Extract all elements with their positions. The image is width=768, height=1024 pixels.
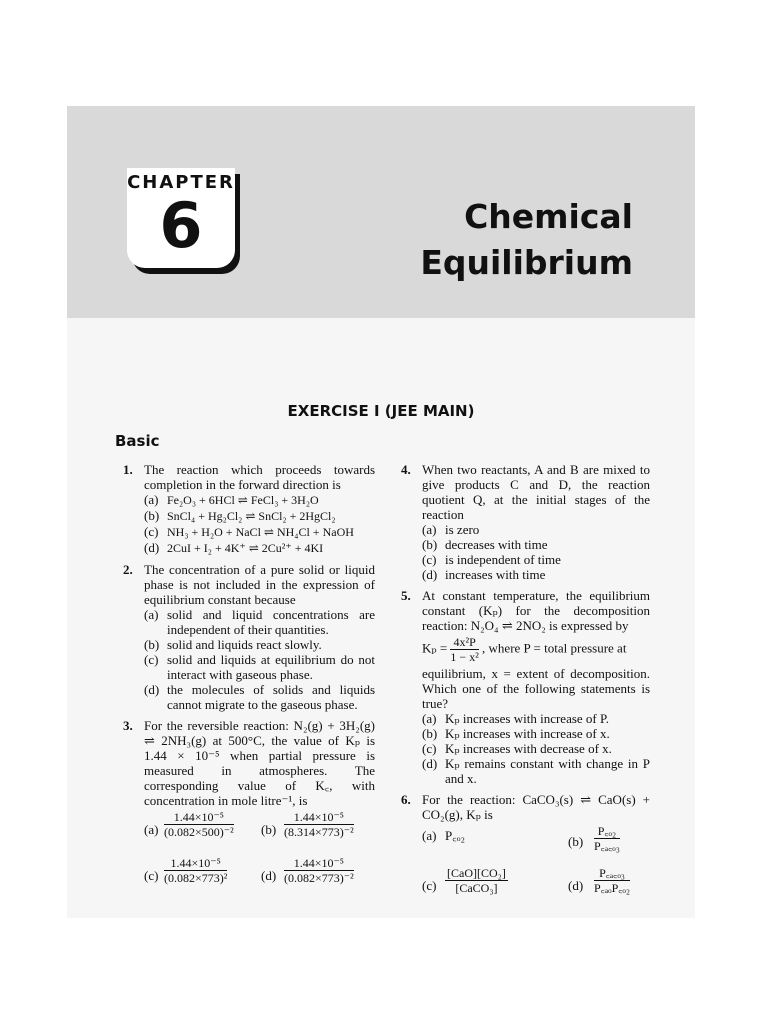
- option-label: (a): [144, 822, 159, 837]
- question-stem: At constant temperature, the equilibrium constant (Kₚ) for the decomposition reaction: N₂O₄ ⇌ 2NO₂ is expressed by: [422, 588, 650, 633]
- option-label: (b): [568, 834, 584, 849]
- option-c: [144, 524, 375, 540]
- option-label: (a): [422, 711, 437, 726]
- question-stem: For the reaction: CaCO₃(s) ⇌ CaO(s) + CO₂(g), Kₚ is: [422, 792, 650, 822]
- question-stem-continued: equilibrium, x = extent of decomposition. Which one of the following statements is true?: [422, 666, 650, 711]
- option-row-ab: [144, 810, 375, 854]
- option-label: (d): [144, 682, 160, 697]
- option-label: (b): [261, 822, 277, 837]
- kp-formula: [422, 635, 650, 664]
- question-stem: The concentration of a pure solid or liquid phase is not included in the expression of equilibrium constant because: [144, 562, 375, 607]
- option-label: (d): [568, 878, 584, 893]
- option-d: [144, 682, 375, 712]
- option-label: (b): [144, 508, 160, 523]
- question-number: 3.: [123, 718, 133, 733]
- question-stem: For the reversible reaction: N₂(g) + 3H₂(g) ⇌ 2NH₃(g) at 500°C, the value of Kₚ is 1.44 × 10⁻⁵ when partial pressure is measured in atmospheres. The corresponding value of K꜀, with concentration in mole litre⁻¹, is: [144, 718, 375, 808]
- option-text: SnCl₄ + Hg₂Cl₂ ⇌ SnCl₂ + 2HgCl₂: [167, 509, 336, 523]
- option-text: is independent of time: [445, 552, 561, 567]
- option-row-ab: [422, 824, 650, 864]
- option-label: (c): [144, 524, 159, 539]
- fraction-numerator: 1.44×10⁻⁵: [164, 810, 234, 825]
- option-d-fraction: [284, 856, 354, 885]
- option-a: [422, 711, 650, 726]
- option-text: NH₃ + H₂O + NaCl ⇌ NH₄Cl + NaOH: [167, 525, 354, 539]
- question-5: [397, 588, 650, 786]
- option-b: [144, 508, 375, 524]
- left-column: [119, 462, 375, 906]
- option-c: [144, 652, 375, 682]
- chapter-badge: [127, 168, 235, 268]
- question-number: 1.: [123, 462, 133, 477]
- question-number: 4.: [401, 462, 411, 477]
- chapter-title-line1: Chemical: [464, 197, 633, 236]
- right-column: [397, 462, 650, 912]
- formula-fraction: [450, 635, 478, 664]
- question-3: [119, 718, 375, 900]
- fraction-numerator: 1.44×10⁻⁵: [284, 856, 354, 871]
- option-label: (d): [144, 540, 160, 555]
- option-d: [144, 540, 375, 556]
- option-text: the molecules of solids and liquids cannot migrate to the gaseous phase.: [167, 682, 375, 712]
- fraction-denominator: (0.082×773)⁻²: [284, 871, 354, 885]
- option-label: (d): [261, 868, 277, 883]
- option-a-text: P꜀ₒ₂: [445, 828, 466, 843]
- book-page: [67, 106, 695, 918]
- question-stem: The reaction which proceeds towards completion in the forward direction is: [144, 462, 375, 492]
- option-d: [422, 756, 650, 786]
- question-number: 5.: [401, 588, 411, 603]
- option-text: solid and liquids react slowly.: [167, 637, 322, 652]
- question-stem: When two reactants, A and B are mixed to give products C and D, the reaction quotient Q, at the initial stages of the reaction: [422, 462, 650, 522]
- option-label: (c): [144, 868, 159, 883]
- option-a: [144, 492, 375, 508]
- fraction-denominator: 1 − x²: [450, 650, 479, 664]
- fraction-numerator: P꜀ₒ₂: [594, 824, 620, 839]
- option-label: (c): [144, 652, 159, 667]
- option-text: 2CuI + I₂ + 4K⁺ ⇌ 2Cu²⁺ + 4KI: [167, 541, 324, 555]
- chapter-title-line2: Equilibrium: [420, 243, 633, 282]
- option-a: [144, 607, 375, 637]
- chapter-title: [420, 194, 633, 286]
- option-c-fraction: [164, 856, 227, 885]
- fraction-denominator: (0.082×773)²: [164, 871, 228, 885]
- option-text: decreases with time: [445, 537, 548, 552]
- section-heading: Basic: [115, 432, 160, 450]
- option-a-fraction: [164, 810, 234, 839]
- option-text: Kₚ increases with increase of P.: [445, 711, 610, 726]
- formula-rhs: , where P = total pressure at: [482, 640, 627, 656]
- option-c: [422, 552, 650, 567]
- fraction-denominator: [CaCO₃]: [455, 881, 498, 895]
- fraction-numerator: 4x²P: [450, 635, 478, 650]
- fraction-numerator: [CaO][CO₂]: [447, 866, 506, 880]
- option-row-cd: [422, 866, 650, 906]
- chapter-banner: [67, 106, 695, 318]
- option-label: (c): [422, 552, 437, 567]
- option-text: solid and liquid concentrations are independent of their quantities.: [167, 607, 375, 637]
- exercise-heading: EXERCISE I (JEE MAIN): [287, 402, 475, 420]
- option-d-fraction: [594, 866, 630, 895]
- option-label: (a): [144, 607, 159, 622]
- option-label: (b): [422, 537, 438, 552]
- option-label: (a): [422, 828, 437, 843]
- fraction-denominator: P꜀ₐ꜀ₒ₃: [594, 839, 620, 853]
- option-b-fraction: [594, 824, 620, 853]
- question-1: [119, 462, 375, 556]
- option-c-fraction: [445, 866, 508, 895]
- option-text: Fe₂O₃ + 6HCl ⇌ FeCl₃ + 3H₂O: [167, 493, 319, 507]
- option-label: (d): [422, 567, 438, 582]
- option-d: [422, 567, 650, 582]
- option-a: [422, 522, 650, 537]
- option-c: [422, 741, 650, 756]
- option-text: Kₚ remains constant with change in P and x.: [445, 756, 650, 786]
- option-row-cd: [144, 856, 375, 900]
- fraction-numerator: P꜀ₐ꜀ₒ₃: [594, 866, 630, 881]
- option-b-fraction: [284, 810, 354, 839]
- fraction-denominator: (8.314×773)⁻²: [284, 825, 354, 839]
- question-number: 6.: [401, 792, 411, 807]
- option-label: (d): [422, 756, 438, 771]
- fraction-numerator: 1.44×10⁻⁵: [164, 856, 227, 871]
- option-b: [422, 726, 650, 741]
- option-label: (b): [144, 637, 160, 652]
- option-label: (b): [422, 726, 438, 741]
- option-text: increases with time: [445, 567, 546, 582]
- fraction-denominator: P꜀ₐₒP꜀ₒ₂: [594, 881, 631, 895]
- option-label: (c): [422, 741, 437, 756]
- question-4: [397, 462, 650, 582]
- option-label: (a): [422, 522, 437, 537]
- option-text: is zero: [445, 522, 480, 537]
- option-text: Kₚ increases with decrease of x.: [445, 741, 612, 756]
- fraction-numerator: 1.44×10⁻⁵: [284, 810, 354, 825]
- chapter-label: CHAPTER: [127, 172, 235, 193]
- formula-lhs: Kₚ =: [422, 640, 448, 656]
- option-text: Kₚ increases with increase of x.: [445, 726, 610, 741]
- option-label: (a): [144, 492, 159, 507]
- chapter-number: 6: [159, 189, 203, 262]
- question-6: [397, 792, 650, 906]
- option-label: (c): [422, 878, 437, 893]
- fraction-denominator: (0.082×500)⁻²: [164, 825, 234, 839]
- option-text: solid and liquids at equilibrium do not interact with gaseous phase.: [167, 652, 375, 682]
- option-b: [422, 537, 650, 552]
- option-b: [144, 637, 375, 652]
- question-2: [119, 562, 375, 712]
- question-number: 2.: [123, 562, 133, 577]
